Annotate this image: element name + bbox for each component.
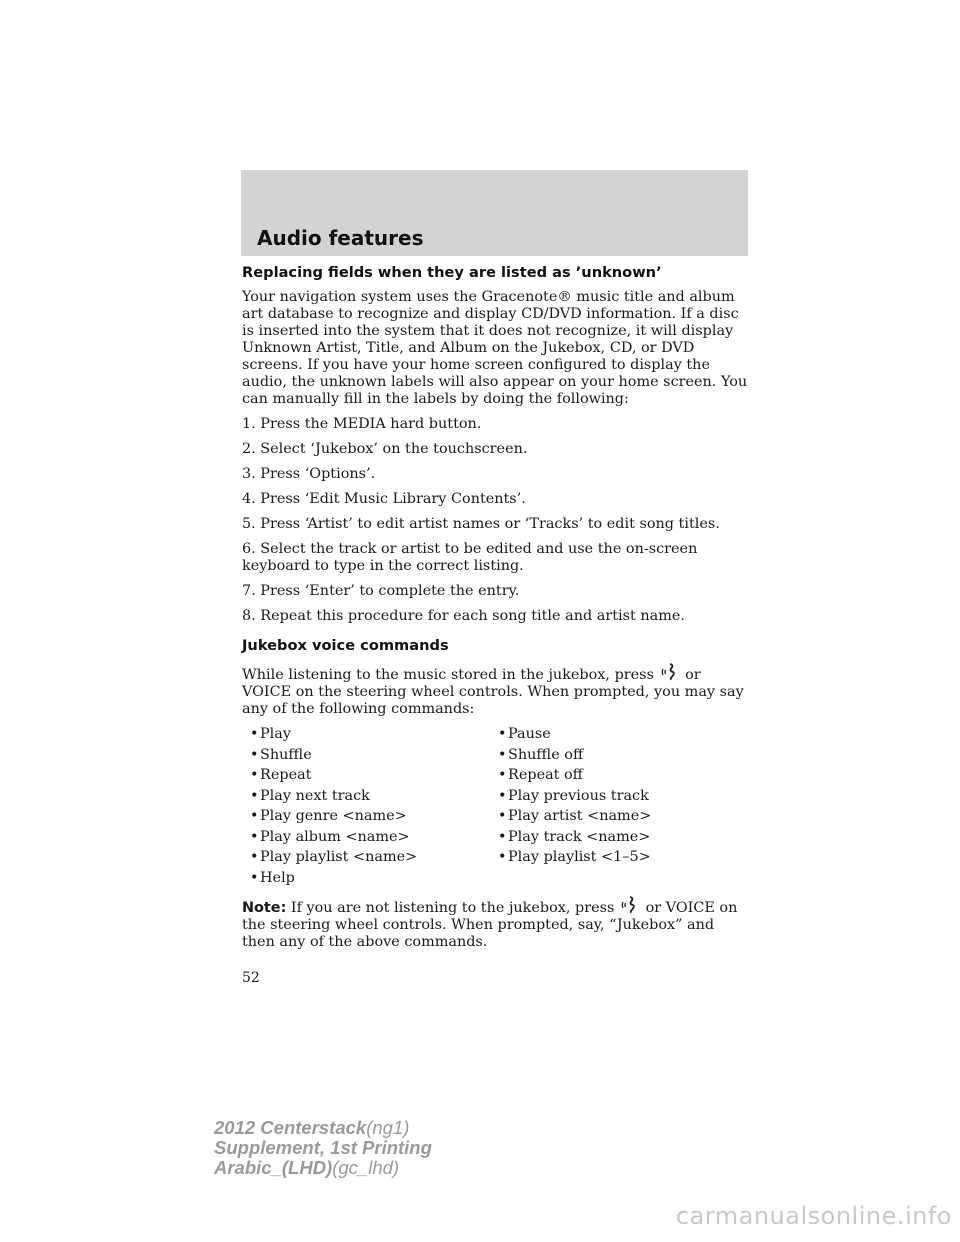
note-before: If you are not listening to the jukebox, press [290,899,615,916]
voice-intro-after: or VOICE on the steering wheel controls. When prompted, you may say any of the following commands: [242,667,744,717]
command-text: Play next track [260,787,370,804]
command-item [498,829,748,846]
section-header [241,170,748,256]
command-item [498,808,748,825]
voice-command-icon [660,662,680,682]
step-4: 4. Press ‘Edit Music Library Contents’. [242,491,526,507]
command-item [250,747,498,764]
command-text: Play genre <name> [260,808,407,824]
command-text: Play track <name> [508,828,651,845]
bullet: • [250,746,259,763]
command-list [250,726,748,887]
footer-region: Arabic_(LHD) [214,1157,333,1178]
command-text: Repeat off [508,767,583,783]
step-3: 3. Press ‘Options’. [242,466,376,482]
command-text: Repeat [260,767,312,783]
print-footer [214,1118,432,1178]
bullet: • [498,767,507,783]
command-item [498,747,748,764]
step-6: 6. Select the track or artist to be edited and use the on-screen keyboard to type in the correct listing. [242,541,698,574]
command-text: Play playlist <name> [260,849,418,865]
bullet: • [250,849,259,865]
command-text: Play playlist <1–5> [508,849,651,865]
command-text: Shuffle off [508,746,584,763]
watermark: carmanualsonline.info [675,1202,952,1230]
note-after: or VOICE on the steering wheel controls. When prompted, say, “Jukebox” and then any of the above commands. [242,899,738,950]
note-label: Note: [242,899,287,916]
bullet: • [498,808,507,824]
page-number: 52 [242,970,260,986]
step-5: 5. Press ‘Artist’ to edit artist names or ‘Tracks’ to edit song titles. [242,516,720,532]
bullet: • [250,787,259,804]
voice-intro-before: While listening to the music stored in the jukebox, press [242,667,654,683]
command-text: Play [260,726,291,742]
command-item [250,849,498,866]
intro-paragraph: Your navigation system uses the Gracenote® music title and album art database to recognize and display CD/DVD information. If a disc is inserted into the system that it does not recognize, it will display Unknown Artist, Title, and Album on the Jukebox, CD, or DVD screens. If you have your home screen configured to display the audio, the unknown labels will also appear on your home screen. You can manually fill in the labels by doing the following: [242,289,748,407]
command-item [250,870,498,887]
command-item [250,788,498,805]
command-item [250,808,498,825]
command-text: Play artist <name> [508,808,652,824]
heading-jukebox-voice-commands: Jukebox voice commands [242,637,449,654]
step-2: 2. Select ‘Jukebox’ on the touchscreen. [242,441,528,457]
bullet: • [250,869,259,886]
bullet: • [250,767,259,783]
command-text: Shuffle [260,746,312,763]
bullet: • [250,808,259,824]
footer-title: 2012 Centerstack [214,1117,367,1138]
command-item [498,849,748,866]
voice-intro-paragraph [242,662,748,718]
bullet: • [498,787,507,804]
note-paragraph [242,895,748,951]
bullet: • [498,828,507,845]
page-content [242,264,748,959]
bullet: • [498,726,507,742]
heading-replacing-fields: Replacing fields when they are listed as ’unknown’ [242,264,662,281]
voice-command-icon [620,895,640,915]
bullet: • [250,828,259,845]
footer-code: (ng1) [366,1117,410,1138]
footer-line-2: Supplement, 1st Printing [214,1137,432,1158]
footer-line-3 [214,1158,432,1178]
step-1: 1. Press the MEDIA hard button. [242,416,482,432]
bullet: • [498,849,507,865]
bullet: • [498,746,507,763]
command-item [250,829,498,846]
section-title: Audio features [257,226,424,250]
command-item [498,788,748,805]
command-item [498,767,748,784]
command-text: Play album <name> [260,828,410,845]
command-text: Help [260,869,295,886]
footer-region-code: (gc_lhd) [332,1157,400,1178]
footer-line-1 [214,1118,432,1138]
command-item [250,767,498,784]
step-8: 8. Repeat this procedure for each song title and artist name. [242,608,685,624]
bullet: • [250,726,259,742]
command-text: Play previous track [508,787,649,804]
command-text: Pause [508,726,551,742]
step-7: 7. Press ‘Enter’ to complete the entry. [242,583,520,599]
command-item [250,726,498,743]
command-item [498,726,748,743]
